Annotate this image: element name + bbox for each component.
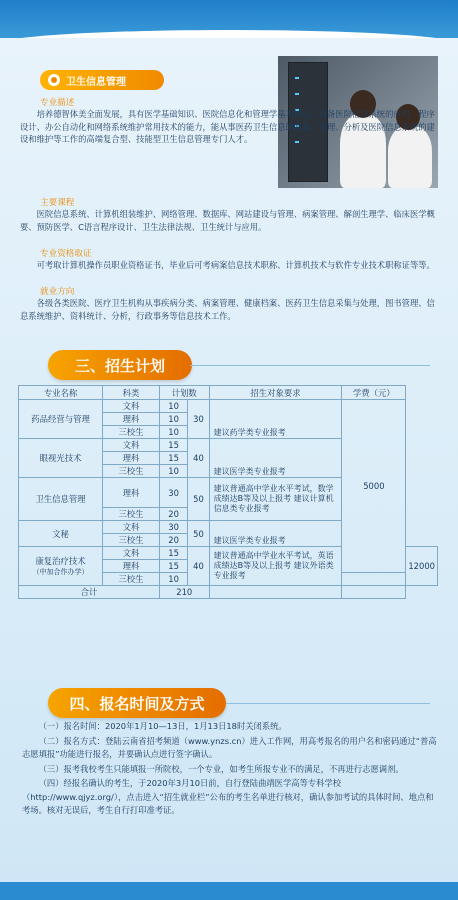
cell-quota: 15 (159, 560, 187, 573)
section-title: 卫生信息管理 (66, 76, 126, 88)
cell-total: 40 (188, 547, 209, 586)
cert-paragraph: 可考取计算机操作员职业资格证书，毕业后可考病案信息技术职称、计算机技术与软件专业技术职称证等等。 (36, 260, 435, 270)
enroll-item: （二）报名方式：登陆云南省招考频道（www.ynzs.cn）进入工作网，用高考报名的用户名和密码通过“普高志愿填报”功能进行报名，并要确认点进行签字确认。 (22, 735, 437, 759)
cell-category: 文科 (103, 400, 160, 413)
enroll-banner: 四、报名时间及方式 (48, 688, 226, 718)
cell-category: 理科 (103, 560, 160, 573)
cert-text (20, 259, 440, 272)
cell-category: 理科 (103, 478, 160, 508)
cell-category: 理科 (103, 413, 160, 426)
cell-category: 三校生 (103, 465, 160, 478)
career-paragraph: 各级各类医院、医疗卫生机构从事疾病分类、病案管理、健康档案、医药卫生信息采集与处理，图书管理、信息系统维护、资料统计、分析，行政事务等信息技术工作。 (20, 298, 435, 321)
cell-major: 卫生信息管理 (19, 478, 103, 521)
table-row (19, 400, 438, 413)
cell-major: 文秘 (19, 521, 103, 547)
cell-category: 三校生 (103, 534, 160, 547)
career-heading: 就业方向 (40, 287, 75, 297)
cell-sum-label: 合计 (19, 586, 160, 599)
cell-quota: 30 (159, 521, 187, 534)
header-requirement: 招生对象要求 (209, 386, 342, 400)
cell-category: 三校生 (103, 426, 160, 439)
header-major: 专业名称 (19, 386, 103, 400)
cell-empty (209, 586, 342, 599)
table-header-row (19, 386, 438, 400)
cell-quota: 10 (159, 426, 187, 439)
section-title-pill (40, 70, 164, 90)
cell-quota: 20 (159, 508, 187, 521)
cell-requirement: 建议普通高中学业水平考试，英语成绩达B等及以上报考 建议外语类专业报考 (209, 547, 342, 586)
cell-total: 30 (188, 400, 209, 439)
bullet-icon (48, 74, 60, 86)
cell-requirement: 建议普通高中学业水平考试，数学成绩达B等及以上报考 建议计算机信息类专业报考 (209, 478, 342, 521)
header-category: 科类 (103, 386, 160, 400)
cell-major-note: （中加合作办学） (32, 568, 89, 576)
desc-text (20, 108, 435, 146)
course-paragraph: 医院信息系统、计算机组装维护、网络管理、数据库、网站建设与管理、病案管理、解剖生理学、临床医学概要、预防医学、C语言程序设计、卫生法律法规、卫生统计与应用。 (20, 209, 435, 232)
cell-quota: 10 (159, 465, 187, 478)
cert-heading: 专业资格取证 (40, 249, 92, 259)
enrollment-plan-table (18, 385, 438, 599)
cell-requirement: 建议医学类专业报考 (209, 521, 342, 547)
course-text (20, 208, 440, 233)
enroll-item: （四）经报名确认的考生，于2020年3月10日前，自行登陆曲靖医学高等专科学校（http://www.qjyz.org/），点击进入“招生就业栏”公布的考生名单进行核对，确认参加考试的具体时间、地点和考场。核对无误后，考生自行打印准考证。 (22, 778, 434, 815)
cell-fee: 12000 (406, 547, 438, 586)
cell-quota: 10 (159, 400, 187, 413)
course-heading: 主要课程 (40, 198, 75, 208)
enroll-item: （三）报考我校考生只能填报一所院校，一个专业，如考生所报专业不的满足，不再进行志愿调剂。 (38, 763, 404, 774)
cell-fee: 5000 (342, 400, 406, 573)
plan-banner-rule (190, 365, 430, 366)
cell-major (19, 547, 103, 586)
header-fee: 学费（元） (342, 386, 406, 400)
cell-major-name: 康复治疗技术 (35, 556, 86, 566)
cell-empty (342, 586, 406, 599)
enroll-item: （一）报名时间：2020年1月10—13日，1月13日18时关闭系统。 (38, 721, 287, 731)
enroll-banner-rule (226, 703, 430, 704)
cell-quota: 10 (159, 573, 187, 586)
career-text (20, 297, 440, 322)
cell-quota: 15 (159, 439, 187, 452)
cell-quota: 30 (159, 478, 187, 508)
cell-major: 药品经营与管理 (19, 400, 103, 439)
desc-heading: 专业描述 (40, 98, 75, 108)
top-header-band (0, 0, 458, 38)
bottom-band (0, 882, 458, 900)
cell-total: 40 (188, 439, 209, 478)
cell-quota: 10 (159, 413, 187, 426)
cell-category: 理科 (103, 452, 160, 465)
cell-requirement: 建议药学类专业报考 (209, 400, 342, 439)
cell-quota: 20 (159, 534, 187, 547)
cell-category: 三校生 (103, 573, 160, 586)
header-quota: 计划数 (159, 386, 209, 400)
cell-total: 50 (188, 478, 209, 521)
cell-sum-value: 210 (159, 586, 209, 599)
cell-category: 文科 (103, 521, 160, 534)
enroll-text (22, 720, 438, 819)
cell-category: 三校生 (103, 508, 160, 521)
cell-quota: 15 (159, 452, 187, 465)
desc-paragraph: 培养德智体美全面发展，具有医学基础知识、医院信息化和管理学基本知识，具备医院信息系统的应用、程序设计、办公自动化和网络系统维护常用技术的能力，能从事医药卫生信息的收集、处理、分析及医院信息系统的建设和维护等工作的高端复合型、技能型卫生信息管理专门人才。 (20, 109, 435, 144)
plan-banner: 三、招生计划 (48, 350, 192, 380)
cell-requirement: 建议医学类专业报考 (209, 439, 342, 478)
cell-total: 50 (188, 521, 209, 547)
cell-quota: 15 (159, 547, 187, 560)
cell-category: 文科 (103, 439, 160, 452)
table-sum-row (19, 586, 438, 599)
cell-category: 文科 (103, 547, 160, 560)
cell-major: 眼视光技术 (19, 439, 103, 478)
